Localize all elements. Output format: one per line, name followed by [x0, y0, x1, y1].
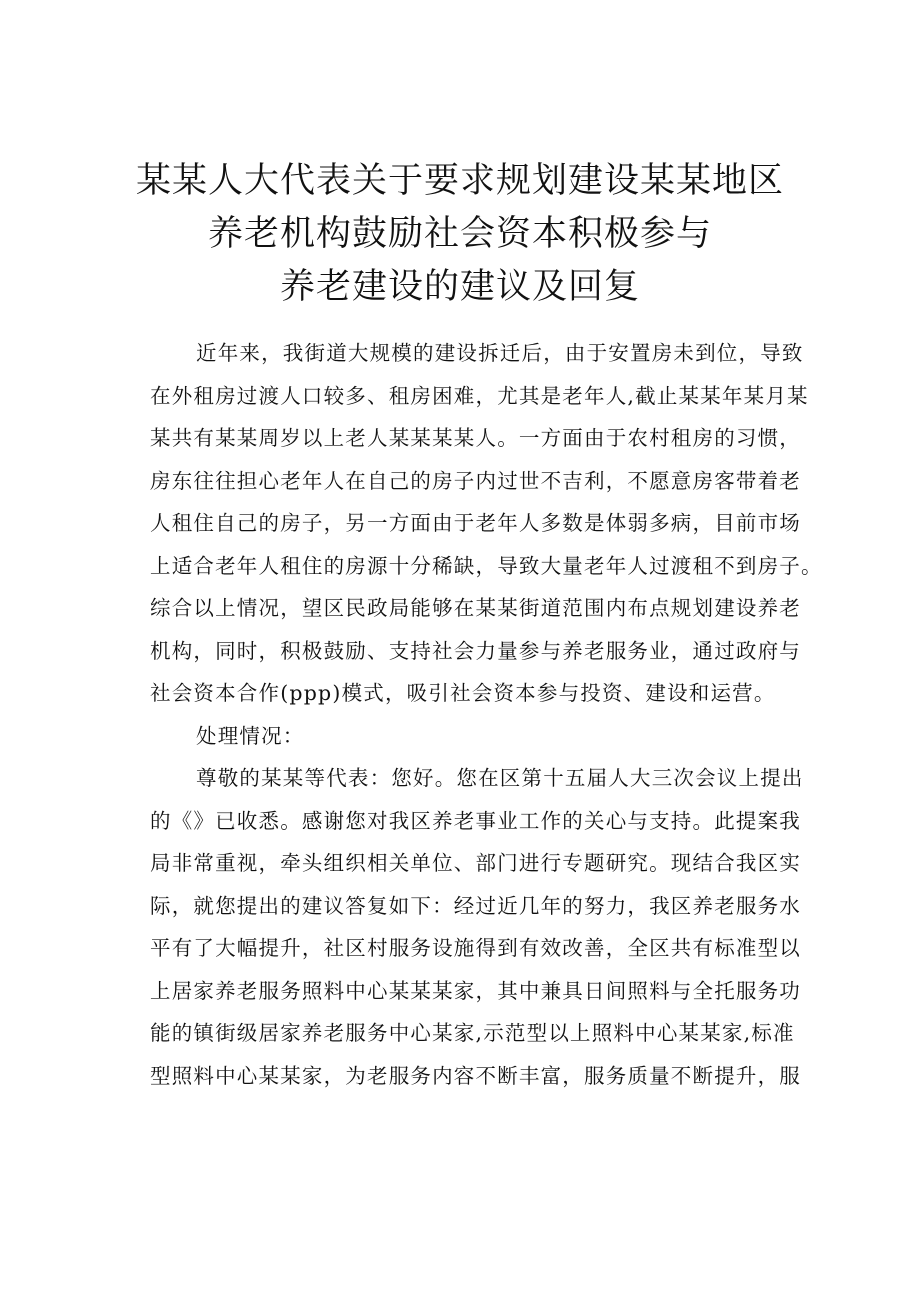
paragraph-line: 机构，同时，积极鼓励、支持社会力量参与养老服务业，通过政府与: [150, 638, 801, 663]
paragraph-line: 平有了大幅提升，社区村服务设施得到有效改善，全区共有标准型以: [150, 936, 801, 960]
paragraph-line: 局非常重视，牵头组织相关单位、部门进行专题研究。现结合我区实: [150, 851, 801, 875]
document-body: [150, 332, 823, 1097]
paragraph-line: 某共有某某周岁以上老人某某某某人。一方面由于农村租房的习惯，: [150, 426, 801, 450]
paragraph-line: 房东往往担心老年人在自己的房子内过世不吉利，不愿意房客带着老: [150, 468, 801, 493]
paragraph-line: 上居家养老服务照料中心某某某家，其中兼具日间照料与全托服务功: [150, 978, 801, 1003]
title-line-1: 某某人大代表关于要求规划建设某某地区: [135, 161, 784, 201]
title-line-3: 养老建设的建议及回复: [279, 267, 640, 307]
section-heading: 处理情况：: [196, 723, 305, 748]
paragraph-line: 能的镇街级居家养老服务中心某家,示范型以上照料中心某某家,标准: [150, 1021, 795, 1045]
paragraph-line: 在外租房过渡人口较多、租房困难，尤其是老年人,截止某某年某月某: [150, 383, 809, 408]
paragraph-line: 近年来，我街道大规模的建设拆迁后，由于安置房未到位，导致: [196, 341, 804, 365]
document-title: [0, 155, 920, 314]
paragraph-line: 社会资本合作(ppp)模式，吸引社会资本参与投资、建设和运营。: [150, 681, 776, 705]
paragraph-line: 的《》已收悉。感谢您对我区养老事业工作的关心与支持。此提案我: [150, 808, 801, 833]
paragraph-line: 型照料中心某某家，为老服务内容不断丰富，服务质量不断提升，服: [150, 1063, 801, 1088]
paragraph-line: 上适合老年人租住的房源十分稀缺，导致大量老年人过渡租不到房子。: [150, 553, 823, 578]
paragraph-line: 综合以上情况，望区民政局能够在某某街道范围内布点规划建设养老: [150, 596, 801, 620]
title-line-2: 养老机构鼓励社会资本积极参与: [207, 214, 712, 254]
paragraph-line: 尊敬的某某等代表：您好。您在区第十五届人大三次会议上提出: [196, 766, 804, 790]
paragraph-line: 际，就您提出的建议答复如下：经过近几年的努力，我区养老服务水: [150, 893, 801, 918]
paragraph-line: 人租住自己的房子，另一方面由于老年人多数是体弱多病，目前市场: [150, 511, 801, 535]
